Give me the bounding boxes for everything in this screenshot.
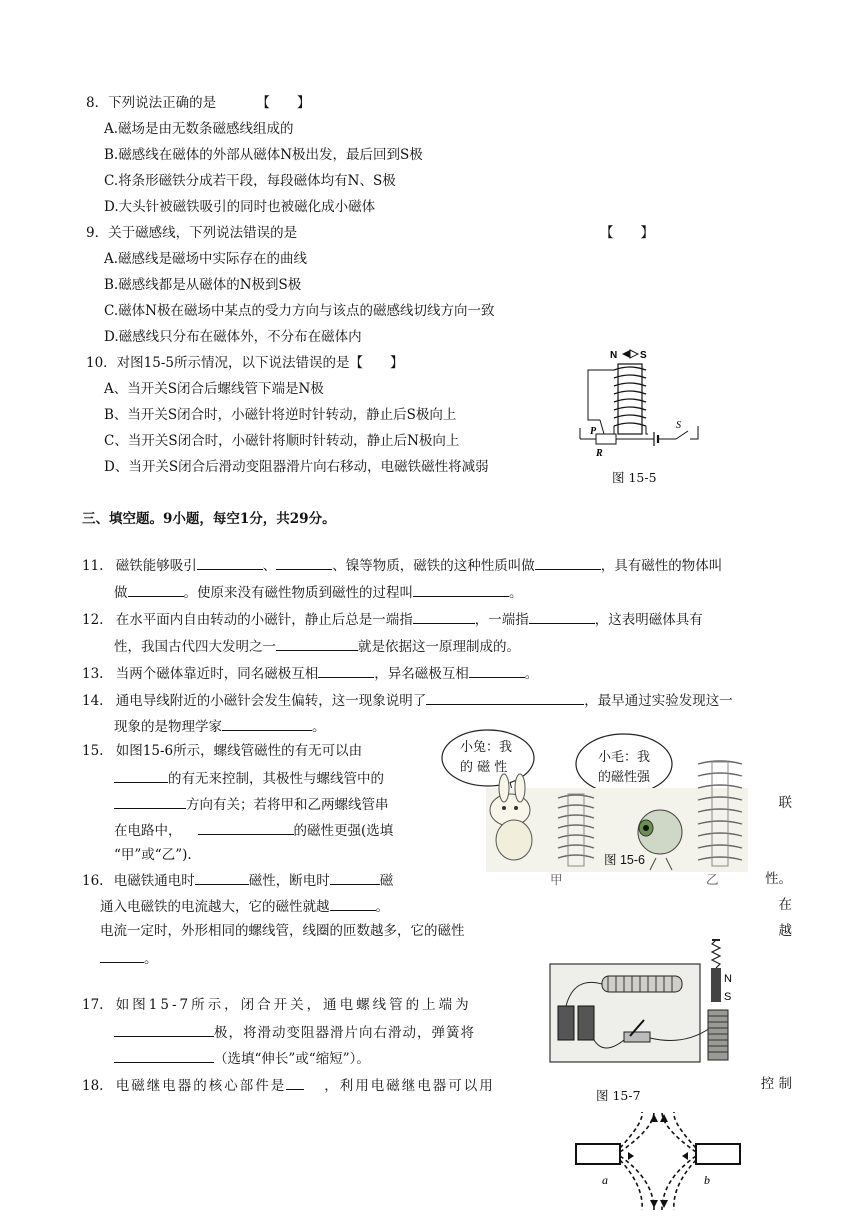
q10-stem: 10．对图15-5所示情况，以下说法错误的是【 】 [86,355,404,371]
q11-text: 、镍等物质，磁铁的这种性质叫做 [332,558,535,574]
q15-line5: “甲”或“乙”). [114,847,192,863]
q15-line1 [82,742,362,760]
q14-line1 [82,690,733,710]
fig157-label-n: N [724,973,732,985]
q12-text: ，这表明磁体具有 [594,612,703,628]
fig157-label-s: S [724,991,732,1003]
q18-line1-end: 控 制 [760,1076,792,1092]
fig155-label-n: N [610,350,618,361]
q13-blank-1[interactable] [318,663,374,678]
q10-option-b: B、当开关S闭合时，小磁针将逆时针转动，静止后S极向上 [104,407,457,423]
q17-line3 [114,1048,370,1068]
q10-option-a: A、当开关S闭合后螺线管下端是N极 [104,381,324,397]
q15-num: 15. [82,743,104,759]
q9-option-c: C.磁体N极在磁场中某点的受力方向与该点的磁感线切线方向一致 [104,303,495,319]
fig155-label-s: S [640,350,647,361]
fig156-label-jia: 甲 [550,872,563,887]
fig156-bubble-2: 小毛：我的磁性强 [598,750,651,785]
q14-line2 [114,716,326,736]
fig156-bubble-1: 小兔：我的 磁 性 [460,740,513,775]
q13-text: ，异名磁极互相 [374,666,469,682]
q9-option-d: D.磁感线只分布在磁体外，不分布在磁体内 [104,329,362,345]
q15-text: 的有无来控制，其极性与螺线管中的 [168,771,384,787]
q14-text: 通电导线附近的小磁针会发生偏转，这一现象说明了 [115,693,427,709]
q11-text: 做 [114,585,128,601]
q16-line1-end: 性。 [765,871,792,887]
figure-15-7 [544,936,744,1066]
fig155-label-r: R [596,448,603,459]
q16-text: 磁 [379,873,394,889]
fig158-label-b: b [704,1173,710,1187]
q16-text: 磁性，断电时 [248,873,330,889]
q9-option-b: B.磁感线都是从磁体的N极到S极 [104,277,302,293]
figure-field-lines [574,1112,744,1212]
q15-text: 在电路中， [114,823,182,839]
q11-line2 [114,582,523,602]
q15-text: 如图15-6所示，螺线管磁性的有无可以由 [115,743,363,759]
q12-text: 在水平面内自由转动的小磁针，静止后总是一端指 [115,612,413,628]
q9-bracket: 【 】 [600,225,654,241]
q8-option-c: C.将条形磁铁分成若干段，每段磁体均有N、S极 [104,173,396,189]
q9-option-a: A.磁感线是磁场中实际存在的曲线 [104,251,308,267]
section-3-title: 三、填空题。9小题，每空1分，共29分。 [82,511,336,527]
q18-text: ，利用电磁继电器可以用 [324,1078,495,1094]
q12-blank-3[interactable] [276,636,358,651]
q11-text: 、 [262,558,277,574]
figure-15-5 [578,348,708,458]
q11-text: ，具有磁性的物体叫 [600,558,723,574]
q18-text: 电磁继电器的核心部件是 [115,1078,287,1094]
q15-blank-3[interactable] [198,820,294,835]
fig157-caption: 图 15-7 [596,1088,641,1103]
q16-blank-3[interactable] [330,896,376,911]
q14-blank-1[interactable] [426,690,584,705]
q11-blank-1[interactable] [197,555,263,570]
q11-blank-2[interactable] [276,555,332,570]
q17-line2 [114,1022,475,1042]
q9-stem: 9．关于磁感线，下列说法错误的是 [86,225,298,241]
q8-stem [86,94,310,112]
q15-line2 [114,768,384,788]
q15-line3 [114,794,389,814]
q10-option-c: C、当开关S闭合时，小磁针将顺时针转动，静止后N极向上 [104,433,460,449]
q18-num: 18. [82,1078,104,1094]
q16-blank-2[interactable] [330,870,380,885]
q15-line3-end: 联 [778,795,792,811]
q11-blank-3[interactable] [535,555,601,570]
fig158-label-a: a [602,1173,608,1187]
q18-line1 [82,1075,495,1095]
q17-line1 [82,996,472,1014]
q17-blank-1[interactable] [114,1022,214,1037]
q8-stem-text: 8．下列说法正确的是 [86,95,217,111]
q13-text: 当两个磁体靠近时，同名磁极互相 [115,666,319,682]
fig155-label-switch: S [676,420,681,431]
q16-text: 。 [144,951,158,967]
q16-line4 [100,948,158,968]
q14-num: 14. [82,693,104,709]
q17-text: 极，将滑动变阻器滑片向右滑动，弹簧将 [214,1025,475,1041]
q16-line3-end: 越 [778,923,792,939]
q13-text: 。 [524,666,539,682]
q13-num: 13. [82,666,104,682]
q17-num: 17. [82,997,104,1013]
q11-blank-4[interactable] [128,582,184,597]
q12-text: 就是依据这一原理制成的。 [358,639,520,655]
q17-blank-2[interactable] [114,1048,214,1063]
q16-blank-4[interactable] [100,948,144,963]
q11-text: 磁铁能够吸引 [115,558,197,574]
q16-text: 。 [375,899,389,915]
q16-num: 16. [82,873,104,889]
q17-text: 如图15-7所示，闭合开关，通电螺线管的上端为 [115,997,472,1013]
fig155-label-p: P [590,426,597,437]
q15-text: 的磁性更强(选填 [293,823,394,839]
q16-text: 电磁铁通电时 [113,873,195,889]
q13-blank-2[interactable] [469,663,525,678]
fig156-label-yi: 乙 [706,872,719,887]
fig156-caption: 图 15-6 [604,853,645,867]
q15-line4 [114,820,393,840]
q16-line2 [100,896,389,916]
q12-blank-2[interactable] [529,609,595,624]
q11-num: 11. [82,558,104,574]
q8-option-a: A.磁场是由无数条磁感线组成的 [104,121,294,137]
q16-text: 通入电磁铁的电流越大，它的磁性就越 [100,899,330,915]
q12-blank-1[interactable] [413,609,475,624]
q11-text: 。使原来没有磁性物质到磁性的过程叫 [183,585,413,601]
q16-line1 [82,870,393,890]
q12-num: 12. [82,612,104,628]
q8-option-b: B.磁感线在磁体的外部从磁体N极出发，最后回到S极 [104,147,423,163]
q16-line3: 电流一定时，外形相同的螺线管，线圈的匝数越多，它的磁性 [100,923,465,939]
q15-blank-2[interactable] [114,794,186,809]
q14-text: 。 [312,719,326,735]
q12-text: ，一端指 [474,612,529,628]
q15-text: 方向有关；若将甲和乙两螺线管串 [186,797,389,813]
q11-text: 。 [509,585,523,601]
q18-blank-1[interactable] [286,1075,304,1090]
q16-line2-end: 在 [778,897,792,913]
q17-text: （选填“伸长”或“缩短”）。 [214,1051,370,1067]
q11-blank-5[interactable] [413,582,509,597]
q8-option-d: D.大头针被磁铁吸引的同时也被磁化成小磁体 [104,199,376,215]
q12-text: 性，我国古代四大发明之一 [114,639,276,655]
q13-line [82,663,538,683]
q11-line1 [82,555,722,575]
fig155-caption: 图 15-5 [612,470,657,485]
q14-text: ，最早通过实验发现这一 [584,693,733,709]
q8-bracket: 【 】 [256,95,311,111]
q14-blank-2[interactable] [222,716,312,731]
q16-blank-1[interactable] [195,870,249,885]
q12-line2 [114,636,520,656]
q15-blank-1[interactable] [114,768,168,783]
q10-option-d: D、当开关S闭合后滑动变阻器滑片向右移动，电磁铁磁性将减弱 [104,459,489,475]
q12-line1 [82,609,703,629]
q14-text: 现象的是物理学家 [114,719,222,735]
